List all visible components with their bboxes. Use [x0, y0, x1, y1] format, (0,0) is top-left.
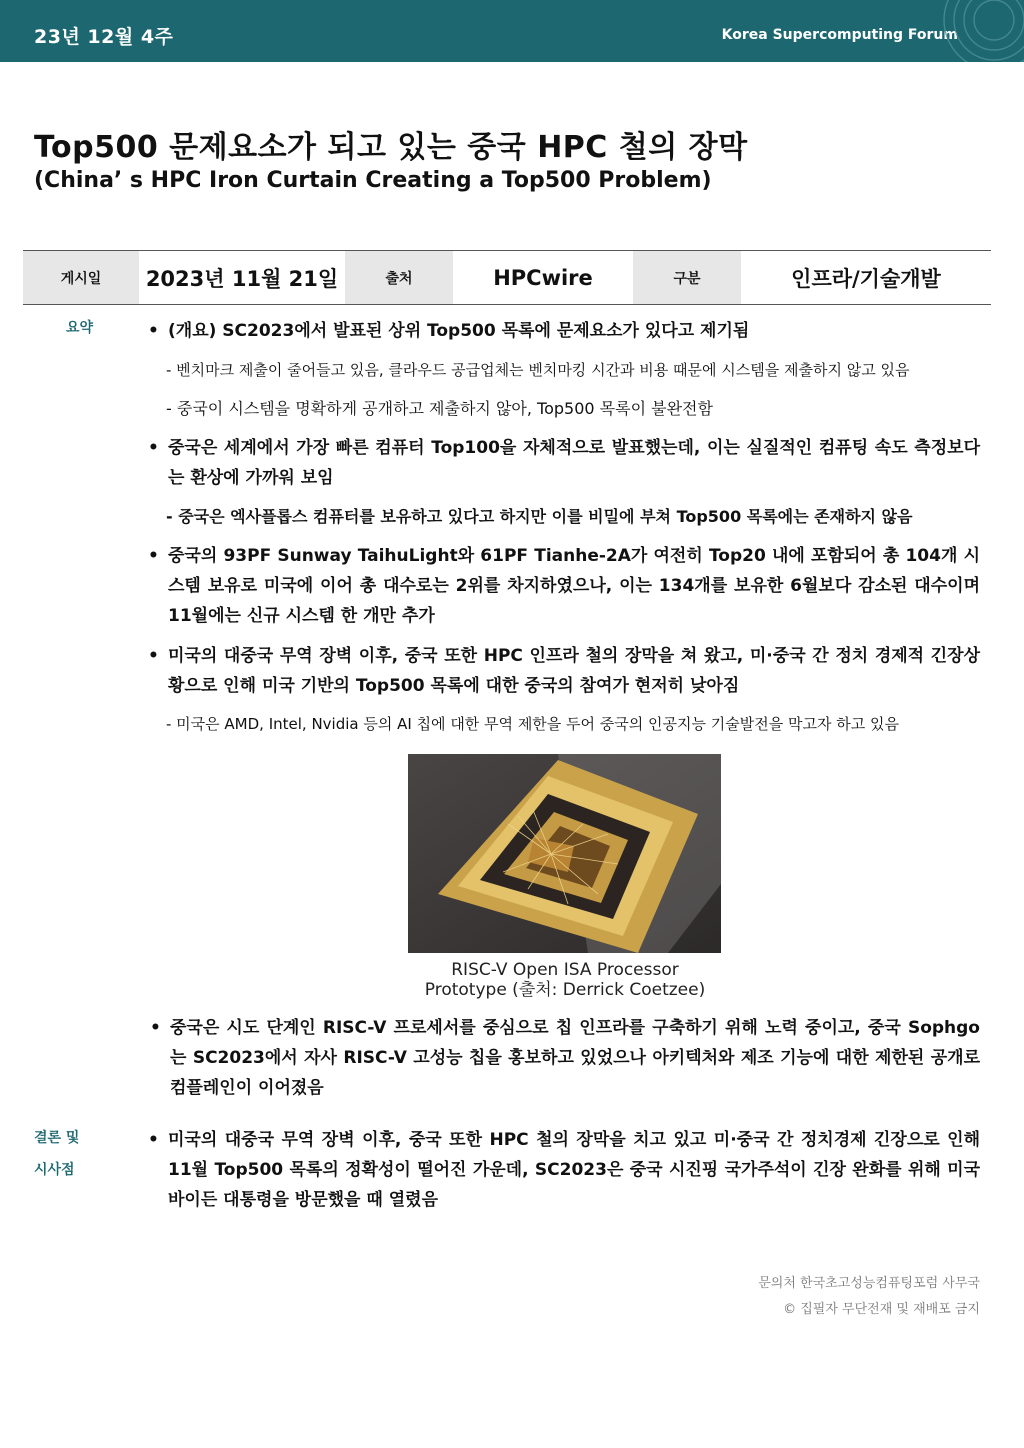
summary-label: 요약 — [66, 320, 94, 336]
conclusion-label-line-1: 결론 및 — [34, 1130, 80, 1146]
processor-chip-illustration — [408, 754, 721, 953]
figure-caption — [330, 960, 800, 1000]
conclusion-bullet-1-text: 미국의 대중국 무역 장벽 이후, 중국 또한 HPC 철의 장막을 치고 있고 미·중국 간 정치경제 긴장으로 인해 11월 Top500 목록의 정확성이 떨어진 가운데, SC2023은 중국 시진핑 국가주석이 긴장 완화를 위해 미국 바이든 대통령을 방문했을 때 열렸음 — [168, 1130, 980, 1210]
conclusion-label-line-2: 시사점 — [34, 1162, 75, 1178]
source-value: HPCwire — [493, 265, 593, 290]
publish-date: 2023년 11월 21일 — [145, 266, 339, 291]
conclusion-label — [34, 1122, 79, 1186]
summary-bullet-5-text: 중국은 시도 단계인 RISC-V 프로세서를 중심으로 칩 인프라를 구축하기 위해 노력 중이고, 중국 Sophgo는 SC2023에서 자사 RISC-V 고성능 칩을 홍보하고 있었으나 아키텍처와 제조 기능에 대한 제한된 공개로 컴플레인이 이어졌음 — [170, 1018, 980, 1098]
summary-bullet-1: • (개요) SC2023에서 발표된 상위 Top500 목록에 문제요소가 있다고 제기됨 — [148, 316, 980, 346]
summary-bullet-2-text: 중국은 세계에서 가장 빠른 컴퓨터 Top100을 자체적으로 발표했는데, 이는 실질적인 컴퓨팅 속도 측정보다는 환상에 가까워 보임 — [168, 438, 980, 488]
category-value: 인프라/기술개발 — [791, 266, 941, 291]
header-bar — [0, 0, 1024, 62]
summary-sub-1-2: - 중국이 시스템을 명확하게 공개하고 제출하지 않아, Top500 목록이 불완전함 — [166, 399, 713, 418]
summary-bullet-1-text: (개요) SC2023에서 발표된 상위 Top500 목록에 문제요소가 있다고 제기됨 — [168, 321, 750, 341]
processor-photo — [408, 754, 721, 953]
footer-copyright: © 집필자 무단전재 및 재배포 금지 — [783, 1302, 980, 1317]
footer-contact: 문의처 한국초고성능컴퓨팅포럼 사무국 — [758, 1276, 980, 1291]
date-label: 게시일 — [23, 251, 139, 304]
summary-bullet-4-text: 미국의 대중국 무역 장벽 이후, 중국 또한 HPC 인프라 철의 장막을 쳐 왔고, 미·중국 간 정치 경제적 긴장상황으로 인해 미국 기반의 Top500 목록에 대한 중국의 참여가 현저히 낮아짐 — [168, 646, 980, 696]
brand-name: Korea Supercomputing Forum — [721, 27, 958, 43]
summary-bullet-4: • 미국의 대중국 무역 장벽 이후, 중국 또한 HPC 인프라 철의 장막을 쳐 왔고, 미·중국 간 정치 경제적 긴장상황으로 인해 미국 기반의 Top500 목록에 대한 중국의 참여가 현저히 낮아짐 — [148, 641, 980, 701]
summary-bullet-2: • 중국은 세계에서 가장 빠른 컴퓨터 Top100을 자체적으로 발표했는데, 이는 실질적인 컴퓨팅 속도 측정보다는 환상에 가까워 보임 — [148, 433, 980, 493]
conclusion-bullet-1: • 미국의 대중국 무역 장벽 이후, 중국 또한 HPC 철의 장막을 치고 있고 미·중국 간 정치경제 긴장으로 인해 11월 Top500 목록의 정확성이 떨어진 가운데, SC2023은 중국 시진핑 국가주석이 긴장 완화를 위해 미국 바이든 대통령을 방문했을 때 열렸음 — [148, 1125, 980, 1215]
summary-bullet-3: • 중국의 93PF Sunway TaihuLight와 61PF Tianhe-2A가 여전히 Top20 내에 포함되어 총 104개 시스템 보유로 미국에 이어 총 대수로는 2위를 차지하였으나, 이는 134개를 보유한 6월보다 감소된 대수이며 11월에는 신규 시스템 한 개만 추가 — [148, 541, 980, 631]
figure-caption-line-1: RISC-V Open ISA Processor — [451, 960, 679, 980]
category-label: 구분 — [633, 251, 741, 304]
article-title-english: (China’ s HPC Iron Curtain Creating a Top500 Problem) — [34, 168, 712, 193]
header-swirl-decoration — [924, 0, 1024, 62]
article-meta-table — [23, 250, 991, 305]
summary-sub-1-1: - 벤치마크 제출이 줄어들고 있음, 클라우드 공급업체는 벤치마킹 시간과 비용 때문에 시스템을 제출하지 않고 있음 — [166, 361, 910, 379]
issue-label: 23년 12월 4주 — [34, 26, 174, 48]
source-label: 출처 — [345, 251, 453, 304]
summary-bullet-5: • 중국은 시도 단계인 RISC-V 프로세서를 중심으로 칩 인프라를 구축하기 위해 노력 중이고, 중국 Sophgo는 SC2023에서 자사 RISC-V 고성능 칩을 홍보하고 있었으나 아키텍처와 제조 기능에 대한 제한된 공개로 컴플레인이 이어졌음 — [150, 1013, 980, 1103]
article-title: Top500 문제요소가 되고 있는 중국 HPC 철의 장막 — [34, 130, 748, 165]
figure-caption-line-2: Prototype (출처: Derrick Coetzee) — [424, 980, 706, 1000]
summary-sub-4-1: - 미국은 AMD, Intel, Nvidia 등의 AI 칩에 대한 무역 제한을 두어 중국의 인공지능 기술발전을 막고자 하고 있음 — [166, 715, 899, 733]
summary-sub-2-1: - 중국은 엑사플롭스 컴퓨터를 보유하고 있다고 하지만 이를 비밀에 부쳐 Top500 목록에는 존재하지 않음 — [166, 507, 913, 526]
summary-bullet-3-text: 중국의 93PF Sunway TaihuLight와 61PF Tianhe-2A가 여전히 Top20 내에 포함되어 총 104개 시스템 보유로 미국에 이어 총 대수로는 2위를 차지하였으나, 이는 134개를 보유한 6월보다 감소된 대수이며 11월에는 신규 시스템 한 개만 추가 — [168, 546, 980, 626]
